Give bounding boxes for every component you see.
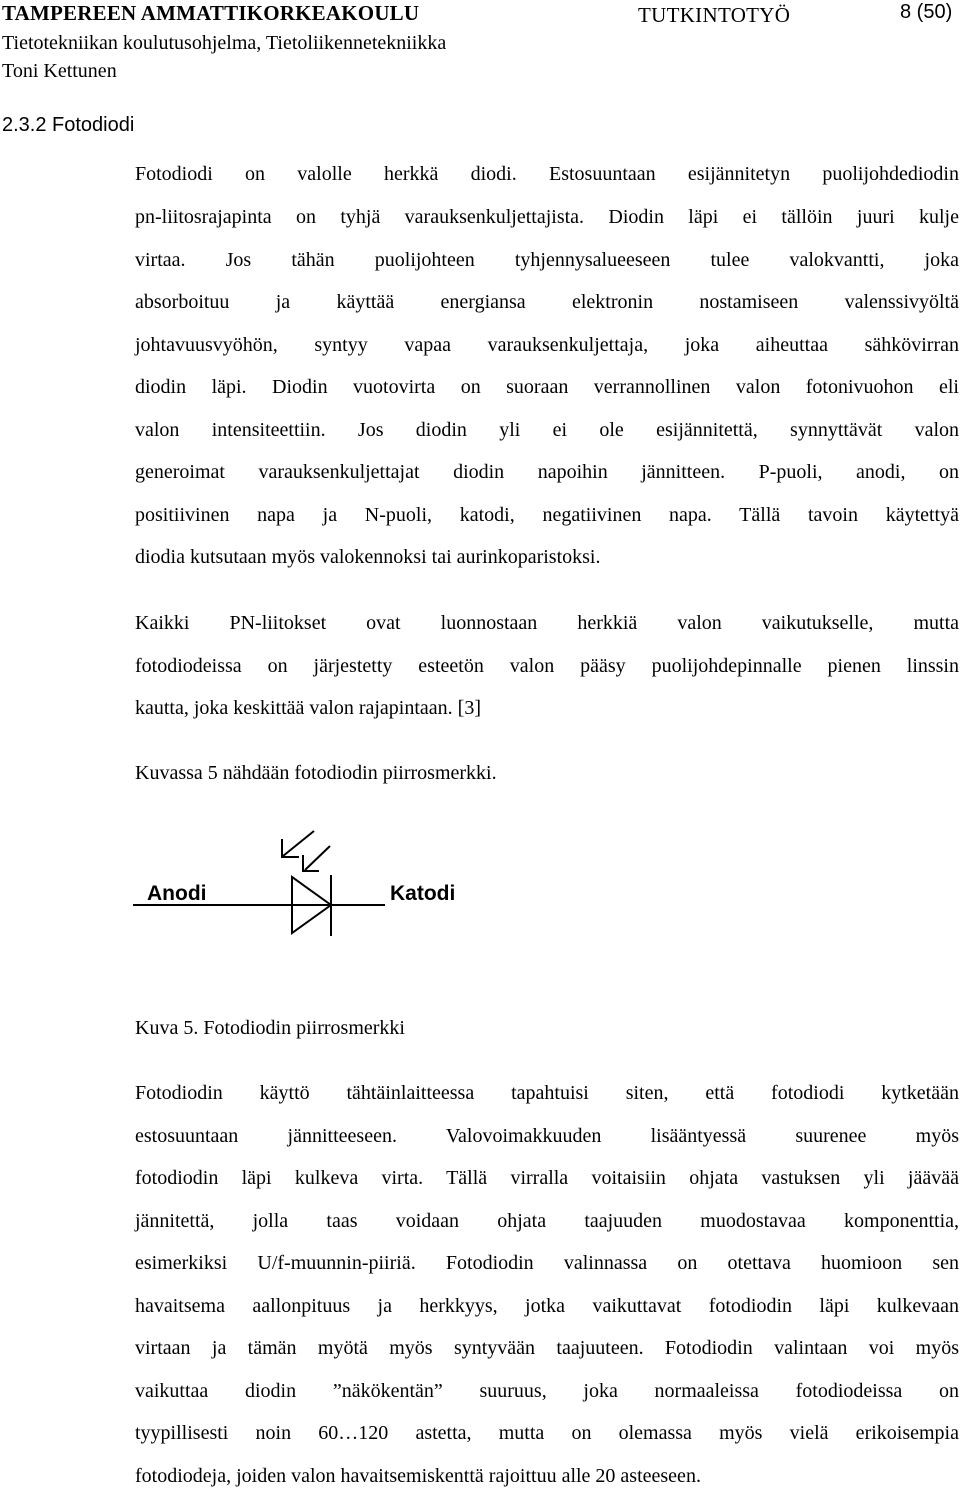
paragraph-line: fotodiodin läpi kulkeva virta. Tällä virralla voitaisiin ohjata vastuksen yli jäävää: [135, 1167, 959, 1189]
paragraph-line: virtaan ja tämän myötä myös syntyvään taajuuteen. Fotodiodin valintaan voi myös: [135, 1337, 959, 1359]
paragraph-line: Fotodiodin käyttö tähtäinlaitteessa tapahtuisi siten, että fotodiodi kytketään: [135, 1082, 959, 1104]
paragraph-line: positiivinen napa ja N-puoli, katodi, negatiivinen napa. Tällä tavoin käytettyä: [135, 504, 959, 526]
paragraph-line: valon intensiteettiin. Jos diodin yli ei ole esijännitettä, synnyttävät valon: [135, 419, 959, 441]
paragraph-line: absorboituu ja käyttää energiansa elektronin nostamiseen valenssivyöltä: [135, 291, 959, 313]
paragraph-line: Fotodiodi on valolle herkkä diodi. Estosuuntaan esijännitetyn puolijohdediodin: [135, 163, 959, 185]
paragraph-line: havaitsema aallonpituus ja herkkyys, jotka vaikuttavat fotodiodin läpi kulkevaan: [135, 1295, 959, 1317]
header-department: Tietotekniikan koulutusohjelma, Tietoliikennetekniikka: [2, 32, 447, 54]
header-document-type: TUTKINTOTYÖ: [638, 3, 791, 27]
paragraph-line: fotodiodeja, joiden valon havaitsemiskenttä rajoittuu alle 20 asteeseen.: [135, 1465, 701, 1487]
paragraph-line: Kuvassa 5 nähdään fotodiodin piirrosmerkki.: [135, 762, 497, 784]
paragraph-line: fotodiodeissa on järjestetty esteetön valon pääsy puolijohdepinnalle pienen linssin: [135, 655, 959, 677]
paragraph-line: Kaikki PN-liitokset ovat luonnostaan herkkiä valon vaikutukselle, mutta: [135, 612, 959, 634]
paragraph-line: generoimat varauksenkuljettajat diodin napoihin jännitteen. P-puoli, anodi, on: [135, 461, 959, 483]
paragraph-line: diodin läpi. Diodin vuotovirta on suoraan verrannollinen valon fotonivuohon eli: [135, 376, 959, 398]
anode-label: Anodi: [147, 882, 207, 905]
paragraph-line: esimerkiksi U/f-muunnin-piiriä. Fotodiodin valinnassa on otettava huomioon sen: [135, 1252, 959, 1274]
paragraph-line: virtaa. Jos tähän puolijohteen tyhjennysalueeseen tulee valokvantti, joka: [135, 249, 959, 271]
paragraph-line: tyypillisesti noin 60…120 astetta, mutta on olemassa myös vielä erikoisempia: [135, 1422, 959, 1444]
paragraph-line: vaikuttaa diodin ”näkökentän” suuruus, joka normaaleissa fotodiodeissa on: [135, 1380, 959, 1402]
photodiode-symbol-figure: [133, 806, 523, 1001]
paragraph-line: pn-liitosrajapinta on tyhjä varauksenkuljettajista. Diodin läpi ei tällöin juuri kulje: [135, 206, 959, 228]
header-organization: TAMPEREEN AMMATTIKORKEAKOULU: [2, 1, 420, 25]
section-heading: 2.3.2 Fotodiodi: [2, 114, 135, 136]
cathode-label: Katodi: [390, 882, 456, 905]
paragraph-line: estosuuntaan jännitteeseen. Valovoimakkuuden lisääntyessä suurenee myös: [135, 1125, 959, 1147]
paragraph-line: johtavuusvyöhön, syntyy vapaa varauksenkuljettaja, joka aiheuttaa sähkövirran: [135, 334, 959, 356]
paragraph-line: jännitettä, jolla taas voidaan ohjata taajuuden muodostavaa komponenttia,: [135, 1210, 959, 1232]
header-page-number: 8 (50): [900, 1, 953, 23]
paragraph-line: kautta, joka keskittää valon rajapintaan. [3]: [135, 697, 481, 719]
figure-caption: Kuva 5. Fotodiodin piirrosmerkki: [135, 1017, 405, 1039]
header-author: Toni Kettunen: [2, 60, 117, 82]
paragraph-line: diodia kutsutaan myös valokennoksi tai aurinkoparistoksi.: [135, 546, 601, 568]
